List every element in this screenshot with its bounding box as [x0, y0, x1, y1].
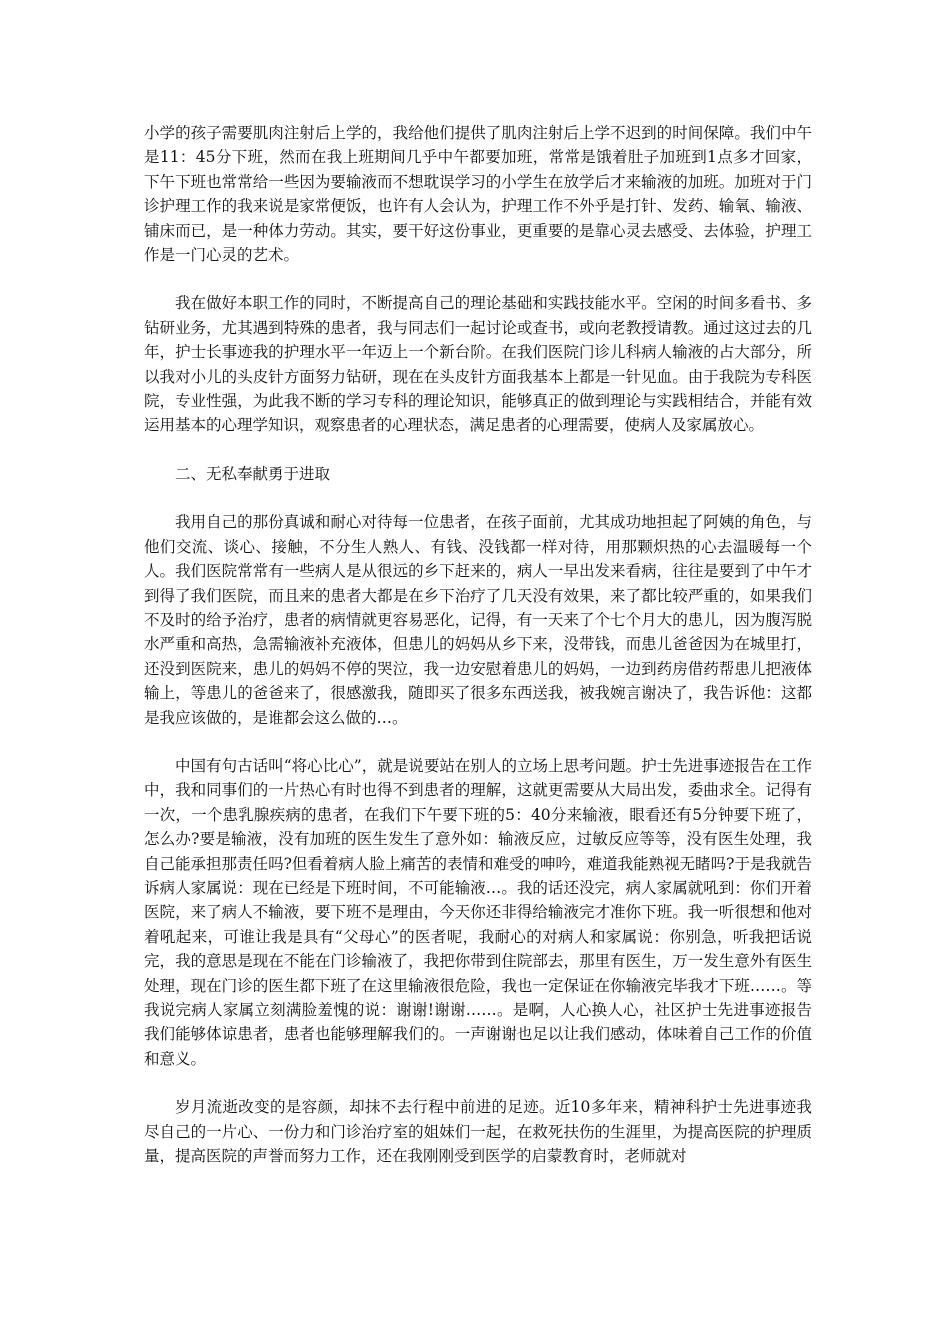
paragraph-proverb: 中国有句古话叫“将心比心”，就是说要站在别人的立场上思考问题。护士先进事迹报告在工作中，我和同事们的一片热心有时也得不到患者的理解，这就更需要从大局出发，委曲求全。记得有一次，一个患乳腺疾病的患者，在我们下午要下班的5：40分来输液，眼看还有5分钟要下班了，怎么办?要是输液，没有加班的医生发生了意外如：输液反应，过敏反应等等，没有医生处理，我自己能承担那责任吗?但看着病人脸上痛苦的表情和难受的呻吟，难道我能熟视无睹吗?于是我就告诉病人家属说：现在已经是下班时间，不可能输液…。我的话还没完，病人家属就吼到：你们开着医院，来了病人不输液，要下班不是理由，今天你还非得给输液完才准你下班。我一听很想和他对着吼起来，可谁让我是具有“父母心”的医者呢，我耐心的对病人和家属说：你别急，听我把话说完，我的意思是现在不能在门诊输液了，我把你带到住院部去，那里有医生，万一发生意外有医生处理，现在门诊的医生都下班了在这里输液很危险，我也一定保证在你输液完毕我才下班……。等我说完病人家属立刻满脸羞愧的说：谢谢!谢谢……。是啊，人心换人心，社区护士先进事迹报告我们能够体谅患者，患者也能够理解我们的。一声谢谢也足以让我们感动，体味着自己工作的价值和意义。 — [144, 756, 812, 1068]
paragraph-patients: 我用自己的那份真诚和耐心对待每一位患者，在孩子面前，尤其成功地担起了阿姨的角色，与他们交流、谈心、接触，不分生人熟人、有钱、没钱都一样对待，用那颗炽热的心去温暖每一个人。我们医院常常有一些病人是从很远的乡下赶来的，病人一早出发来看病，往往是要到了中午才到得了我们医院，而且来的患者大都是在乡下治疗了几天没有效果，来了都比较严重的，如果我们不及时的给予治疗，患者的病情就更容易恶化，记得，有一天来了个七个月大的患儿，因为腹泻脱水严重和高热，急需输液补充液体，但患儿的妈妈从乡下来，没带钱，而患儿爸爸因为在城里打，还没到医院来，患儿的妈妈不停的哭泣，我一边安慰着患儿的妈妈，一边到药房借药帮患儿把液体输上，等患儿的爸爸来了，很感激我，随即买了很多东西送我，被我婉言谢决了，我告诉他：这都是我应该做的，是谁都会这么做的…。 — [144, 513, 812, 727]
paragraph-skills: 我在做好本职工作的同时，不断提高自己的理论基础和实践技能水平。空闲的时间多看书、多钻研业务，尤其遇到特殊的患者，我与同志们一起讨论或查书，或向老教授请教。通过这过去的几年，护士长事迹我的护理水平一年迈上一个新台阶。在我们医院门诊儿科病人输液的占大部分，所以我对小儿的头皮针方面努力钻研，现在在头皮针方面我基本上都是一针见血。由于我院为专科医院，专业性强，为此我不断的学习专科的理论知识，能够真正的做到理论与实践相结合，并能有效运用基本的心理学知识，观察患者的心理状态，满足患者的心理需要，使病人及家属放心。 — [144, 294, 812, 435]
paragraph-years: 岁月流逝改变的是容颜，却抹不去行程中前进的足迹。近10多年来，精神科护士先进事迹我尽自己的一片心、一份力和门诊治疗室的姐妹们一起，在救死扶伤的生涯里，为提高医院的护理质量，提高医院的声誉而努力工作，还在我刚刚受到医学的启蒙教育时，老师就对 — [144, 1098, 812, 1166]
paragraph-continued: 小学的孩子需要肌肉注射后上学的，我给他们提供了肌肉注射后上学不迟到的时间保障。我们中午是11：45分下班，然而在我上班期间几乎中午都要加班，常常是饿着肚子加班到1点多才回家，下午下班也常常给一些因为要输液而不想耽误学习的小学生在放学后才来输液的加班。加班对于门诊护理工作的我来说是家常便饭，也许有人会认为，护理工作不外乎是打针、发药、输氧、输液、铺床而已，是一种体力劳动。其实，要干好这份事业，更重要的是靠心灵去感受、去体验，护理工作是一门心灵的艺术。 — [144, 124, 812, 265]
section-heading: 二、无私奉献勇于进取 — [175, 464, 331, 483]
document-page — [144, 121, 812, 1192]
